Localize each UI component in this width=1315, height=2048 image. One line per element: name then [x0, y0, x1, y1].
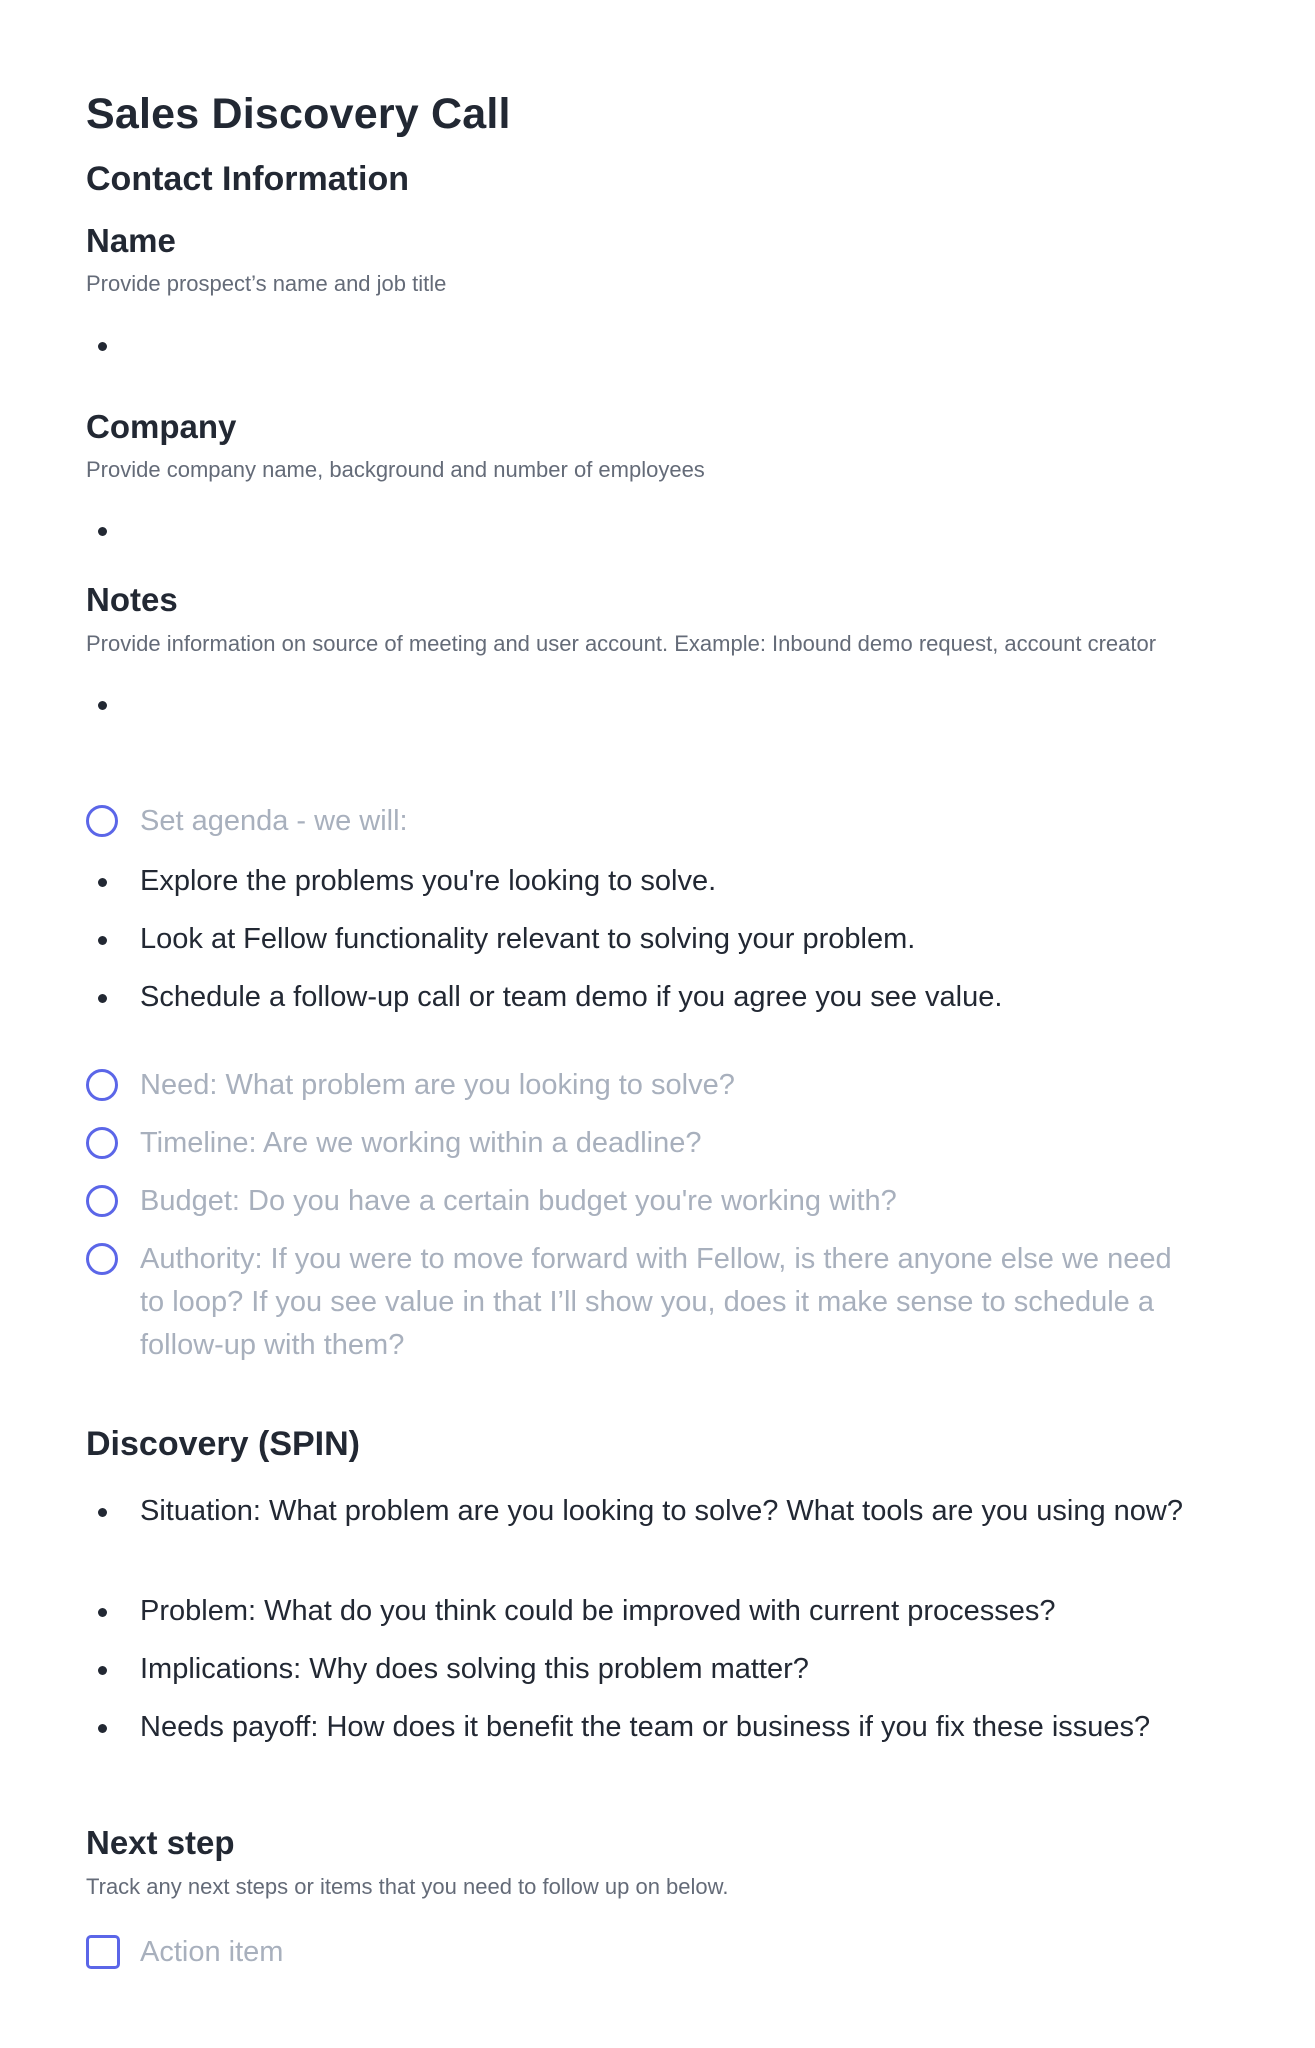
- list-item: [86, 1490, 1246, 1576]
- bullet-icon: [98, 994, 107, 1003]
- section-heading-discovery: Discovery (SPIN): [86, 1425, 360, 1463]
- list-item-text[interactable]: Schedule a follow-up call or team demo if you agree you see value.: [140, 981, 1003, 1013]
- action-item-input[interactable]: Action item: [140, 1936, 284, 1968]
- bullet-icon: [98, 878, 107, 887]
- empty-bullet-notes[interactable]: [98, 701, 107, 710]
- action-item-checkbox-icon[interactable]: [86, 1935, 120, 1969]
- todo-text[interactable]: Need: What problem are you looking to solve?: [140, 1069, 735, 1101]
- list-item: [86, 860, 1246, 903]
- section-heading-next-step: Next step: [86, 1824, 235, 1861]
- list-item: [86, 1648, 1246, 1691]
- todo-circle-icon[interactable]: [86, 1127, 118, 1159]
- list-item: [86, 918, 1246, 961]
- list-item: [86, 976, 1246, 1019]
- todo-item-need: [86, 1069, 1246, 1112]
- list-item-text[interactable]: Look at Fellow functionality relevant to solving your problem.: [140, 923, 916, 955]
- field-hint-company: Provide company name, background and number of employees: [86, 457, 705, 482]
- todo-text[interactable]: Timeline: Are we working within a deadline?: [140, 1127, 702, 1159]
- page-title: Sales Discovery Call: [86, 90, 511, 138]
- bullet-icon: [98, 1724, 107, 1733]
- field-hint-name: Provide prospect’s name and job title: [86, 271, 447, 296]
- empty-bullet-name[interactable]: [98, 342, 107, 351]
- todo-item-timeline: [86, 1127, 1246, 1170]
- todo-text[interactable]: Authority: If you were to move forward with Fellow, is there anyone else we need to loop? If you see value in that I’ll show you, does it make sense to schedule a follow-up with them?: [140, 1243, 1172, 1361]
- todo-item-budget: [86, 1185, 1246, 1228]
- list-item-text[interactable]: Implications: Why does solving this problem matter?: [140, 1653, 809, 1685]
- field-label-company: Company: [86, 408, 237, 445]
- field-label-name: Name: [86, 222, 176, 259]
- next-step-hint: Track any next steps or items that you need to follow up on below.: [86, 1874, 729, 1899]
- todo-text[interactable]: Budget: Do you have a certain budget you're working with?: [140, 1185, 897, 1217]
- bullet-icon: [98, 936, 107, 945]
- todo-circle-icon[interactable]: [86, 1185, 118, 1217]
- action-item-row: [86, 1935, 1246, 1978]
- todo-circle-icon[interactable]: [86, 1069, 118, 1101]
- list-item-text[interactable]: Needs payoff: How does it benefit the team or business if you fix these issues?: [140, 1711, 1151, 1743]
- list-item-text[interactable]: Problem: What do you think could be improved with current processes?: [140, 1595, 1056, 1627]
- todo-text-agenda[interactable]: Set agenda - we will:: [140, 805, 408, 837]
- todo-circle-icon[interactable]: [86, 805, 118, 837]
- field-hint-notes: Provide information on source of meeting and user account. Example: Inbound demo request, account creator: [86, 631, 1157, 656]
- empty-bullet-company[interactable]: [98, 527, 107, 536]
- list-item-text[interactable]: Situation: What problem are you looking to solve? What tools are you using now?: [140, 1495, 1183, 1527]
- agenda-todo: [86, 805, 1246, 848]
- list-item-text[interactable]: Explore the problems you're looking to solve.: [140, 865, 717, 897]
- list-item: [86, 1706, 1246, 1749]
- field-label-notes: Notes: [86, 581, 178, 618]
- section-heading-contact: Contact Information: [86, 160, 409, 198]
- todo-item-authority: [86, 1243, 1246, 1373]
- bullet-icon: [98, 1608, 107, 1617]
- todo-circle-icon[interactable]: [86, 1243, 118, 1275]
- bullet-icon: [98, 1508, 107, 1517]
- list-item: [86, 1590, 1246, 1633]
- bullet-icon: [98, 1666, 107, 1675]
